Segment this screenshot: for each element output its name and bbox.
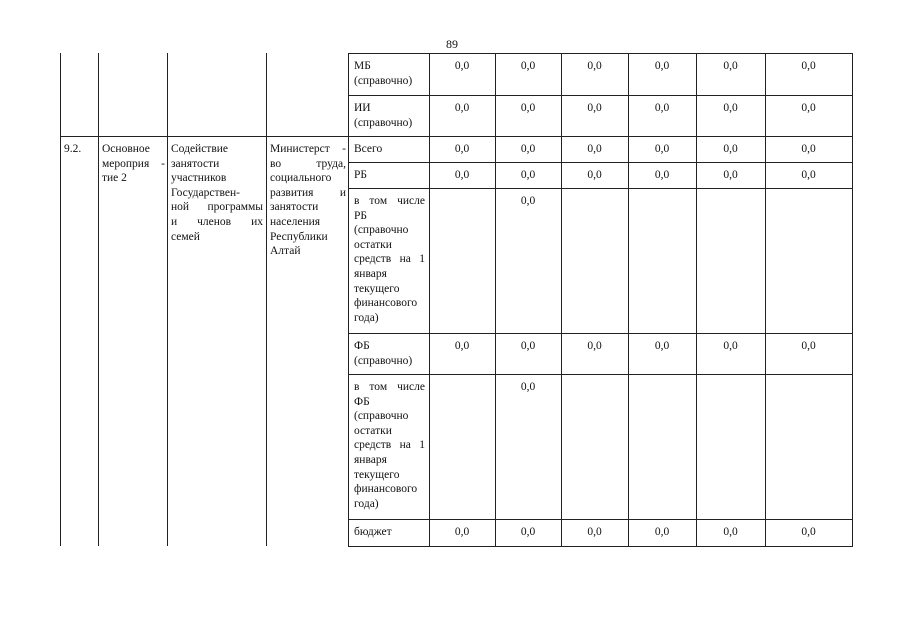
executor-line: развития и bbox=[270, 186, 346, 199]
value-cell: 0,0 bbox=[801, 143, 816, 155]
value-cell: 0,0 bbox=[723, 102, 738, 114]
funding-source-label-line: остатки bbox=[354, 238, 392, 251]
funding-source-label bbox=[354, 194, 425, 325]
funding-source-label-line: ФБ bbox=[354, 395, 370, 408]
row-divider bbox=[348, 188, 852, 189]
funding-source-label-line: Всего bbox=[354, 143, 383, 155]
funding-source-label bbox=[354, 339, 425, 368]
funding-source-label-line: года) bbox=[354, 497, 379, 510]
funding-source-label-line: текущего bbox=[354, 468, 400, 481]
value-cell: 0,0 bbox=[587, 102, 602, 114]
value-cell: 0,0 bbox=[520, 526, 536, 538]
value-cell: 0,0 bbox=[520, 143, 536, 155]
value-cell: 0,0 bbox=[520, 340, 536, 352]
executor-line: населения bbox=[270, 215, 321, 228]
value-cell: 0,0 bbox=[587, 143, 602, 155]
value-cell: 0,0 bbox=[454, 169, 470, 181]
executor-line: во труда, bbox=[270, 157, 346, 170]
executor-line: Министерст - bbox=[270, 143, 346, 155]
executor bbox=[270, 142, 346, 259]
column-divider bbox=[98, 53, 99, 546]
value-cell: 0,0 bbox=[723, 60, 738, 72]
row-divider bbox=[348, 162, 852, 163]
funding-source-label-line: ИИ bbox=[354, 102, 371, 114]
funding-source-label-line: МБ bbox=[354, 60, 371, 72]
value-cell: 0,0 bbox=[654, 526, 670, 538]
event-type-line: Основное bbox=[102, 143, 150, 155]
section-divider bbox=[60, 136, 852, 137]
value-cell: 0,0 bbox=[454, 60, 470, 72]
value-cell: 0,0 bbox=[654, 102, 670, 114]
event-description-line: и членов их bbox=[171, 215, 263, 228]
executor-line: Алтай bbox=[270, 245, 301, 258]
event-description-line: семей bbox=[171, 230, 200, 243]
column-divider bbox=[852, 53, 853, 547]
event-type bbox=[102, 142, 165, 186]
funding-source-label-line: года) bbox=[354, 311, 379, 324]
column-divider bbox=[765, 53, 766, 547]
value-cell: 0,0 bbox=[587, 169, 602, 181]
event-description-line: Государствен- bbox=[171, 186, 240, 199]
value-cell: 0,0 bbox=[654, 340, 670, 352]
value-cell: 0,0 bbox=[520, 102, 536, 114]
value-cell: 0,0 bbox=[454, 526, 470, 538]
event-type-line: тие 2 bbox=[102, 172, 127, 185]
funding-source-label-line: финансового bbox=[354, 483, 418, 496]
funding-source-label-line: текущего bbox=[354, 282, 400, 295]
row-number bbox=[64, 142, 96, 157]
event-description bbox=[171, 142, 263, 244]
funding-source-label-line: в том числе bbox=[354, 195, 425, 207]
value-cell: 0,0 bbox=[723, 340, 738, 352]
funding-source-label bbox=[354, 59, 425, 88]
value-cell: 0,0 bbox=[801, 526, 816, 538]
value-cell: 0,0 bbox=[454, 340, 470, 352]
executor-line: Республики bbox=[270, 230, 328, 243]
event-type-line: мероприя - bbox=[102, 157, 165, 170]
event-description-line: Содействие bbox=[171, 143, 229, 155]
value-cell: 0,0 bbox=[587, 60, 602, 72]
row-divider bbox=[348, 95, 852, 96]
funding-source-label-line: средств на 1 bbox=[354, 439, 425, 452]
column-divider bbox=[696, 53, 697, 547]
funding-source-label-line: (справочно bbox=[354, 410, 409, 423]
value-cell: 0,0 bbox=[454, 143, 470, 155]
funding-source-label-line: января bbox=[354, 453, 387, 466]
column-divider bbox=[561, 53, 562, 547]
value-cell: 0,0 bbox=[723, 143, 738, 155]
value-cell: 0,0 bbox=[801, 169, 816, 181]
column-divider bbox=[266, 53, 267, 546]
funding-source-label-line: (справочно) bbox=[354, 74, 413, 87]
value-cell: 0,0 bbox=[654, 143, 670, 155]
executor-line: занятости bbox=[270, 201, 319, 214]
funding-source-label-line: РБ bbox=[354, 209, 367, 222]
event-description-line: участников bbox=[171, 172, 227, 185]
value-cell: 0,0 bbox=[454, 102, 470, 114]
funding-source-label-line: остатки bbox=[354, 424, 392, 437]
funding-source-label-line: средств на 1 bbox=[354, 253, 425, 266]
event-description-line: ной программы bbox=[171, 201, 263, 214]
value-cell: 0,0 bbox=[520, 60, 536, 72]
funding-source-label-line: в том числе bbox=[354, 381, 425, 393]
value-cell: 0,0 bbox=[587, 340, 602, 352]
row-divider bbox=[348, 333, 852, 334]
page-number: 89 bbox=[446, 37, 458, 51]
executor-line: социального bbox=[270, 172, 332, 185]
funding-source-label-line: (справочно) bbox=[354, 116, 413, 129]
funding-source-label-line: (справочно bbox=[354, 224, 409, 237]
funding-source-label bbox=[354, 525, 425, 540]
value-cell: 0,0 bbox=[801, 340, 816, 352]
value-cell: 0,0 bbox=[723, 169, 738, 181]
row-divider bbox=[348, 519, 852, 520]
column-divider bbox=[628, 53, 629, 547]
value-cell: 0,0 bbox=[801, 60, 816, 72]
column-divider bbox=[495, 53, 496, 547]
funding-source-label bbox=[354, 380, 425, 511]
row-number-line: 9.2. bbox=[64, 143, 82, 155]
value-cell: 0,0 bbox=[520, 195, 536, 207]
funding-source-label-line: бюджет bbox=[354, 526, 392, 538]
value-cell: 0,0 bbox=[801, 102, 816, 114]
event-description-line: занятости bbox=[171, 157, 220, 170]
column-divider bbox=[348, 53, 349, 547]
value-cell: 0,0 bbox=[654, 60, 670, 72]
value-cell: 0,0 bbox=[723, 526, 738, 538]
funding-source-label-line: января bbox=[354, 267, 387, 280]
value-cell: 0,0 bbox=[587, 526, 602, 538]
funding-source-label-line: ФБ bbox=[354, 340, 370, 352]
column-divider bbox=[429, 53, 430, 547]
top-border bbox=[348, 53, 852, 54]
bottom-border bbox=[348, 546, 852, 547]
value-cell: 0,0 bbox=[520, 381, 536, 393]
value-cell: 0,0 bbox=[654, 169, 670, 181]
value-cell: 0,0 bbox=[520, 169, 536, 181]
funding-source-label bbox=[354, 168, 425, 183]
column-divider bbox=[60, 53, 61, 546]
funding-source-label bbox=[354, 142, 425, 157]
funding-source-label-line: финансового bbox=[354, 297, 418, 310]
funding-source-label-line: (справочно) bbox=[354, 354, 413, 367]
funding-source-label bbox=[354, 101, 425, 130]
column-divider bbox=[167, 53, 168, 546]
funding-source-label-line: РБ bbox=[354, 169, 367, 181]
row-divider bbox=[348, 374, 852, 375]
